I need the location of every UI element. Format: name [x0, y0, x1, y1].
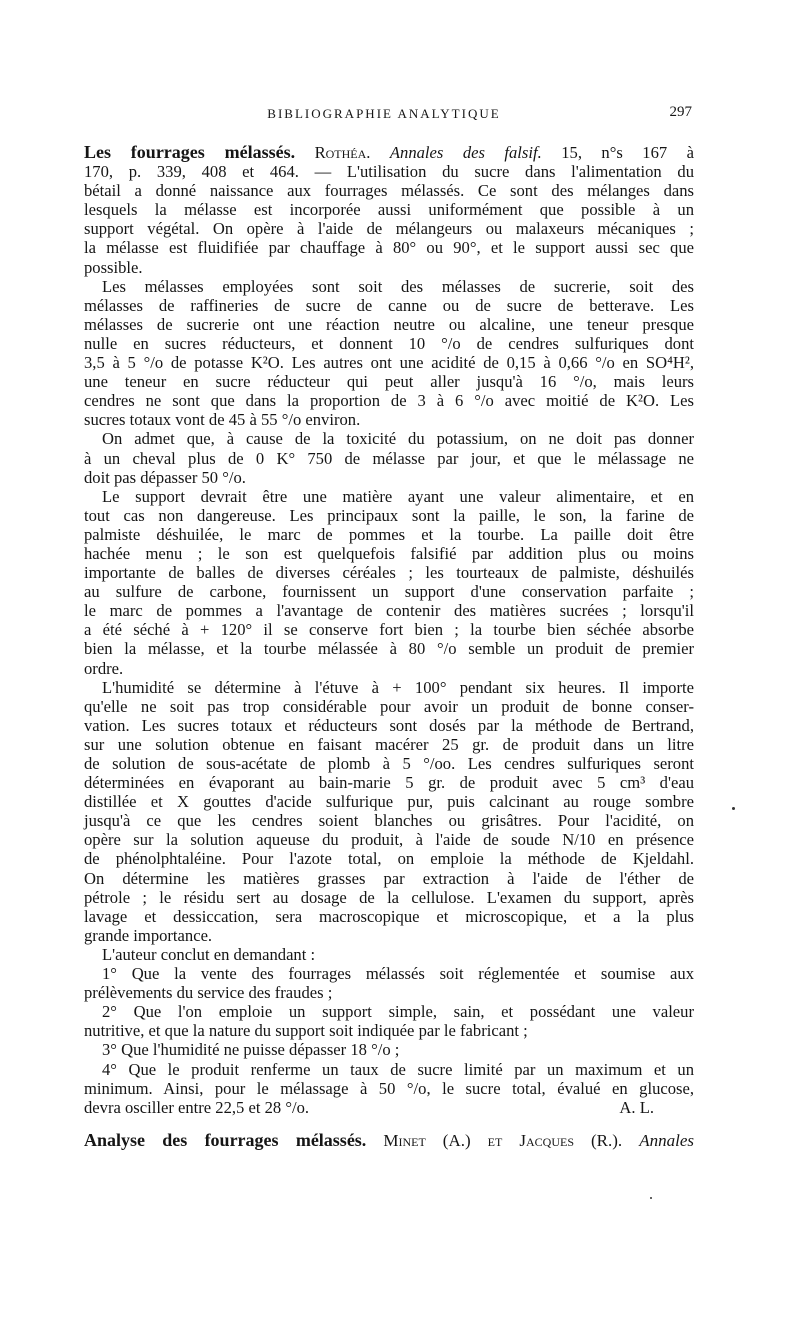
article2-authors: Minet (A.) et Jacques (R.). [383, 1131, 623, 1150]
text-line: vation. Les sucres totaux et réducteurs sont dosés par la méthode de Bertrand, [84, 715, 694, 735]
text-line: nutritive, et que la nature du support soit indiquée par le fabricant ; [84, 1021, 528, 1041]
article2-journal: Annales [639, 1131, 694, 1150]
text-line: Le support devrait être une matière ayant une valeur alimentaire, et en [102, 486, 694, 506]
text-line: devra osciller entre 22,5 et 28 °/o. A. L. [84, 1097, 654, 1117]
text-line: cendres ne sont que dans la proportion de 3 à 6 °/o avec moitié de K²O. Les [84, 391, 694, 411]
text-line: jusqu'à ce que les cendres soient blanches ou grisâtres. Pour l'acidité, on [84, 811, 694, 831]
text-line: 2° Que l'on emploie un support simple, sain, et possédant une valeur [102, 1002, 694, 1022]
text-line: de solution de sous-acétate de plomb à 5 °/oo. Les cendres sulfuriques seront [84, 754, 694, 773]
text-line: L'humidité se détermine à l'étuve à + 100° pendant six heures. Il importe [102, 677, 694, 697]
text-line: au sulfure de carbone, fournissent un support d'une conservation parfaite ; [84, 582, 694, 602]
text-line: tout cas non dangereuse. Les principaux sont la paille, le son, la farine de [84, 505, 694, 525]
article-analyse-header [84, 1129, 694, 1151]
journal-name: Annales des falsif. [389, 143, 542, 162]
text-line: lavage et dessiccation, sera macroscopique et microscopique, et a la plus [84, 906, 694, 926]
article-body [84, 162, 694, 1117]
print-speck [650, 1197, 652, 1199]
text-line: bien la mélasse, et la tourbe mélassée à 80 °/o semble un produit de premier [84, 639, 694, 659]
text-line: minimum. Ainsi, pour le mélassage à 50 °/o, le sucre total, évalué en glucose, [84, 1078, 694, 1098]
text-line: importante de balles de diverses céréales ; les tourteaux de palmiste, déshuilés [84, 563, 694, 583]
text-line: nulle en sucres réducteurs, et donnent 10 °/o de cendres sulfuriques dont [84, 333, 694, 353]
signature: A. L. [619, 1097, 654, 1117]
text-line: grande importance. [84, 925, 213, 945]
text-line: déterminées en évaporant au bain-marie 5 gr. de produit avec 5 cm³ d'eau [84, 773, 694, 793]
text-line: On admet que, à cause de la toxicité du potassium, on ne doit pas donner [102, 429, 694, 449]
text-line: 3,5 à 5 °/o de potasse K²O. Les autres ont une acidité de 0,15 à 0,66 °/o en SO⁴H², [84, 353, 694, 373]
text-line: qu'elle ne soit pas trop considérable pour avoir un produit de bonne conser- [84, 696, 694, 716]
text-line: de phénolphtaléine. Pour l'azote total, on emploie la méthode de Kjeldahl. [84, 849, 694, 869]
text-line: à un cheval plus de 0 K° 750 de mélasse par jour, et que le mélassage ne [84, 448, 694, 468]
text-line: la mélasse est fluidifiée par chauffage à 80° ou 90°, et le support aussi sec que [84, 238, 694, 258]
text-line: opère sur la solution aqueuse du produit, à l'aide de soude N/10 en présence [84, 830, 694, 850]
citation: 15, n°s 167 à [561, 143, 694, 162]
text-line: 1° Que la vente des fourrages mélassés soit réglementée et soumise aux [102, 964, 694, 984]
text-line: doit pas dépasser 50 °/o. [84, 467, 246, 487]
text-line: 170, p. 339, 408 et 464. — L'utilisation du sucre dans l'alimentation du [84, 162, 694, 182]
article-title: Les fourrages mélassés. [84, 142, 296, 162]
text-line: a été séché à + 120° il se conserve fort bien ; la tourbe bien séchée absorbe [84, 620, 694, 640]
text-line: palmiste déshuilée, le marc de pommes et la tourbe. La paille doit être [84, 524, 694, 544]
text-line: bétail a donné naissance aux fourrages mélassés. Ce sont des mélanges dans [84, 181, 694, 201]
text-line: 4° Que le produit renferme un taux de sucre limité par un maximum et un [102, 1059, 694, 1079]
text-line: 3° Que l'humidité ne puisse dépasser 18 °/o ; [102, 1040, 400, 1060]
text-line: hachée menu ; le son est quelquefois falsifié par addition plus ou moins [84, 543, 694, 563]
text-line: support végétal. On opère à l'aide de mélangeurs ou malaxeurs mécaniques ; [84, 219, 694, 239]
text-line: On détermine les matières grasses par extraction à l'aide de l'éther de [84, 868, 694, 888]
article-rothea [84, 143, 694, 1117]
text-line: ordre. [84, 658, 124, 678]
page-number: 297 [669, 104, 692, 120]
text-line: sucres totaux vont de 45 à 55 °/o environ. [84, 410, 361, 430]
article-author: Rothéa. [314, 143, 371, 162]
text-line: mélasses de raffineries de sucre de canne ou de sucre de betterave. Les [84, 295, 694, 315]
text-line: L'auteur conclut en demandant : [102, 944, 316, 964]
text-line: le marc de pommes a l'avantage de contenir des matières sucrées ; lorsqu'il [84, 601, 694, 621]
text-line: sur une solution obtenue en faisant macérer 25 gr. de produit dans un litre [84, 734, 694, 754]
text-line: pétrole ; le résidu sert au dosage de la cellulose. L'examen du support, après [84, 887, 694, 907]
text-line: distillée et X gouttes d'acide sulfurique pur, puis calcinant au rouge sombre [84, 792, 694, 812]
page-header [84, 104, 692, 126]
article2-title: Analyse des fourrages mélassés. [84, 1130, 367, 1150]
text-line: mélasses de sucrerie ont une réaction neutre ou alcaline, une teneur presque [84, 314, 694, 334]
print-speck [732, 807, 735, 810]
text-line: possible. [84, 257, 143, 277]
running-head: BIBLIOGRAPHIE ANALYTIQUE [267, 106, 501, 121]
text-line: prélèvements du service des fraudes ; [84, 983, 333, 1003]
text-line: Les mélasses employées sont soit des mélasses de sucrerie, soit des [102, 276, 694, 296]
text-line: une teneur en sucre réducteur qui peut aller jusqu'à 16 °/o, mais leurs [84, 372, 694, 392]
text-line: lesquels la mélasse est incorporée aussi uniformément que possible à un [84, 200, 694, 220]
article-title-line [84, 143, 694, 162]
